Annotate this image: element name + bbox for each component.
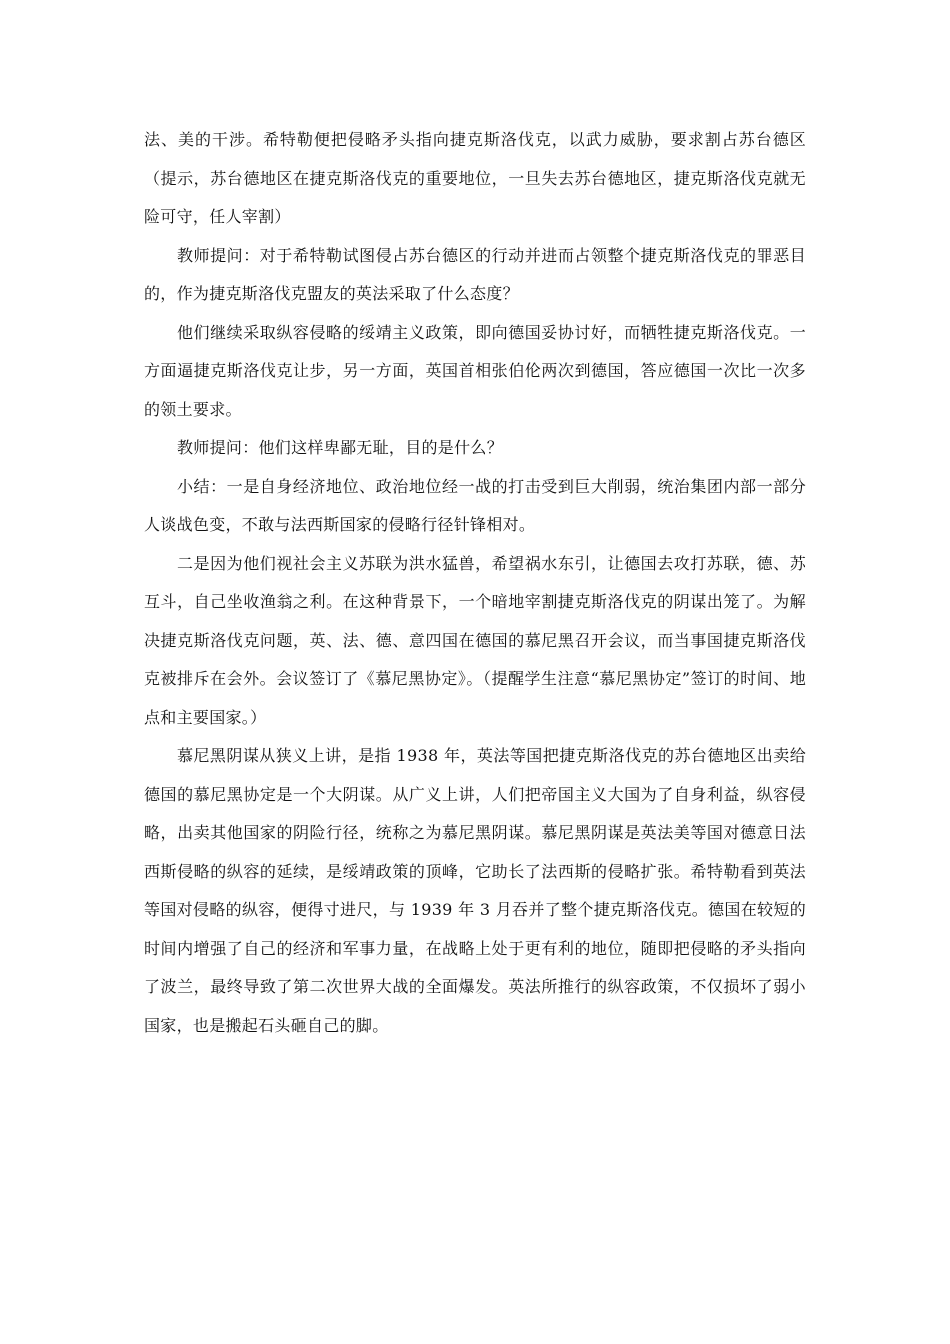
- document-body: [144, 121, 806, 1045]
- paragraph-7: 慕尼黑阴谋从狭义上讲，是指 1938 年，英法等国把捷克斯洛伐克的苏台德地区出卖给德国的慕尼黑协定是一个大阴谋。从广义上讲，人们把帝国主义大国为了自身利益，纵容侵略，出卖其他国家的阴险行径，统称之为慕尼黑阴谋。慕尼黑阴谋是英法美等国对德意日法西斯侵略的纵容的延续，是绥靖政策的顶峰，它助长了法西斯的侵略扩张。希特勒看到英法等国对侵略的纵容，便得寸进尺，与 1939 年 3 月吞并了整个捷克斯洛伐克。德国在较短的时间内增强了自己的经济和军事力量，在战略上处于更有利的地位，随即把侵略的矛头指向了波兰，最终导致了第二次世界大战的全面爆发。英法所推行的纵容政策，不仅损坏了弱小国家，也是搬起石头砸自己的脚。: [144, 746, 806, 1035]
- paragraph-4: 教师提问：他们这样卑鄙无耻，目的是什么？: [177, 438, 504, 457]
- paragraph-6: 二是因为他们视社会主义苏联为洪水猛兽，希望祸水东引，让德国去攻打苏联，德、苏互斗，自己坐收渔翁之利。在这种背景下，一个暗地宰割捷克斯洛伐克的阴谋出笼了。为解决捷克斯洛伐克问题，英、法、德、意四国在德国的慕尼黑召开会议，而当事国捷克斯洛伐克被排斥在会外。会议签订了《慕尼黑协定》。（提醒学生注意“慕尼黑协定”签订的时间、地点和主要国家。）: [144, 553, 806, 727]
- paragraph-2: 教师提问：对于希特勒试图侵占苏台德区的行动并进而占领整个捷克斯洛伐克的罪恶目的，作为捷克斯洛伐克盟友的英法采取了什么态度？: [144, 245, 806, 303]
- paragraph-1: 法、美的干涉。希特勒便把侵略矛头指向捷克斯洛伐克，以武力威胁，要求割占苏台德区（提示，苏台德地区在捷克斯洛伐克的重要地位，一旦失去苏台德地区，捷克斯洛伐克就无险可守，任人宰割）: [144, 130, 806, 226]
- paragraph-5: 小结：一是自身经济地位、政治地位经一战的打击受到巨大削弱，统治集团内部一部分人谈战色变，不敢与法西斯国家的侵略行径针锋相对。: [144, 476, 806, 534]
- paragraph-3: 他们继续采取纵容侵略的绥靖主义政策，即向德国妥协讨好，而牺牲捷克斯洛伐克。一方面逼捷克斯洛伐克让步，另一方面，英国首相张伯伦两次到德国，答应德国一次比一次多的领土要求。: [144, 322, 806, 419]
